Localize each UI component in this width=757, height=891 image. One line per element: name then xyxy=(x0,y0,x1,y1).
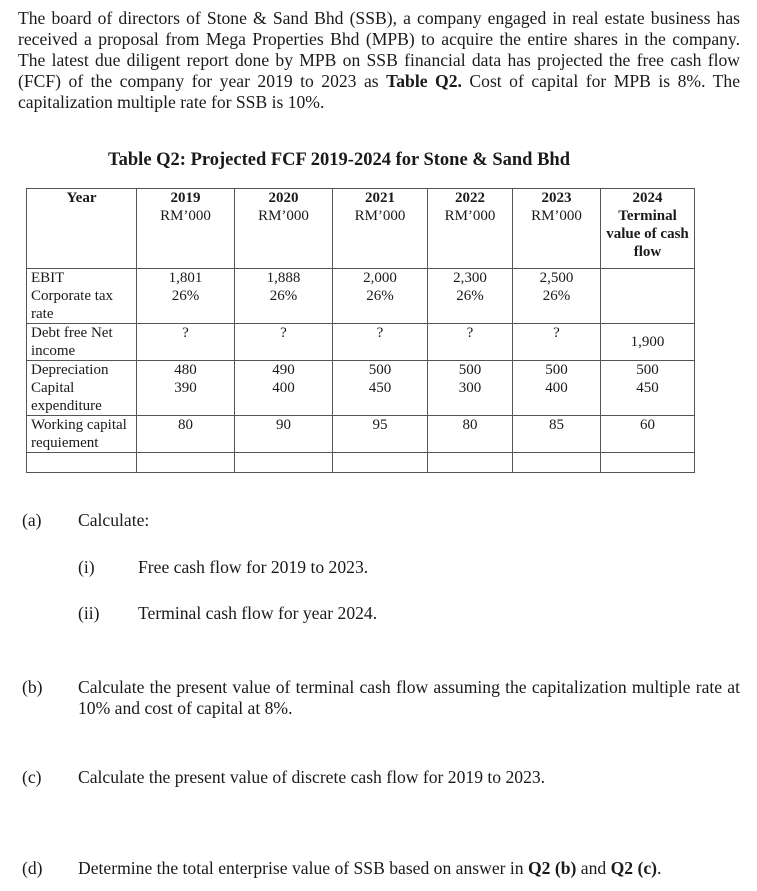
col-2019 xyxy=(137,189,235,269)
cell: ? xyxy=(235,324,333,361)
cell: ? xyxy=(137,324,235,361)
question-a-label: (a) xyxy=(22,510,42,530)
cell: 2,500 26% xyxy=(513,269,601,324)
cell xyxy=(601,269,695,324)
cell: 2,000 26% xyxy=(333,269,428,324)
col-unit: RM’000 xyxy=(531,208,582,224)
cell: 60 xyxy=(601,416,695,453)
question-b-text: Calculate the present value of terminal cash flow assuming the capitalization multiple rate at 10% and cost of capital at 8%. xyxy=(78,677,740,718)
intro-text-1: The board of directors of Stone & Sand Bhd (SSB), a company engaged in real estate business has received a proposal from Mega Properties Bhd (MPB) to acquire the entire shares in the company. The latest due diligent report done by MPB on SSB financial data has projected the free cash flow (FCF) of the company for year 2019 to 2023 as xyxy=(18,8,740,91)
col-unit: RM’000 xyxy=(258,208,309,224)
table-row-working-capital xyxy=(27,416,695,453)
intro-table-ref: Table Q2. xyxy=(386,71,462,91)
row-label: EBIT Corporate tax rate xyxy=(27,269,137,324)
col-2024-terminal: 2024 Terminal value of cash flow xyxy=(601,189,695,269)
cell: 500 450 xyxy=(601,361,695,416)
col-year: 2022 xyxy=(455,190,485,206)
col-2023 xyxy=(513,189,601,269)
cell: 1,801 26% xyxy=(137,269,235,324)
header-row xyxy=(27,189,695,269)
question-d-label: (d) xyxy=(22,858,43,878)
cell: 1,888 26% xyxy=(235,269,333,324)
intro-text-2: Cost of capital for MPB is 8%. The capitalization multiple rate for SSB is 10%. xyxy=(18,71,741,112)
col-unit: RM’000 xyxy=(160,208,211,224)
table-row-net-income xyxy=(27,324,695,361)
question-a-ii-text: Terminal cash flow for year 2024. xyxy=(138,603,378,623)
cell: 500 300 xyxy=(428,361,513,416)
cell: 490 400 xyxy=(235,361,333,416)
col-2021 xyxy=(333,189,428,269)
cell: 95 xyxy=(333,416,428,453)
question-d-text: Determine the total enterprise value of SSB based on answer in Q2 (b) and Q2 (c). xyxy=(78,858,662,878)
col-year: 2021 xyxy=(365,190,395,206)
question-b-label: (b) xyxy=(22,677,43,697)
table-row-blank xyxy=(27,453,695,473)
row-label: Depreciation Capital expenditure xyxy=(27,361,137,416)
question-c-text: Calculate the present value of discrete cash flow for 2019 to 2023. xyxy=(78,767,546,787)
intro-paragraph xyxy=(18,8,740,113)
cell: ? xyxy=(428,324,513,361)
cell: 80 xyxy=(428,416,513,453)
cell: 480 390 xyxy=(137,361,235,416)
year-header: Year xyxy=(27,189,137,269)
col-year: 2019 xyxy=(170,190,201,206)
col-year: 2023 xyxy=(541,190,572,206)
cell: ? xyxy=(513,324,601,361)
col-2022 xyxy=(428,189,513,269)
question-a-ii-label: (ii) xyxy=(78,603,100,623)
cell: 500 400 xyxy=(513,361,601,416)
fcf-table xyxy=(26,188,695,473)
col-2020 xyxy=(235,189,333,269)
cell: 85 xyxy=(513,416,601,453)
row-label: Debt free Net income xyxy=(27,324,137,361)
cell: 500 450 xyxy=(333,361,428,416)
col-unit: RM’000 xyxy=(354,208,406,224)
cell: 90 xyxy=(235,416,333,453)
row-label: Working capital requiement xyxy=(27,416,137,453)
table-row-depreciation-capex xyxy=(27,361,695,416)
cell: 1,900 xyxy=(601,324,695,361)
col-year: 2020 xyxy=(268,190,299,206)
col-unit: RM’000 xyxy=(444,208,496,224)
question-a-i-text: Free cash flow for 2019 to 2023. xyxy=(138,557,369,577)
cell: 2,300 26% xyxy=(428,269,513,324)
table-row-ebit xyxy=(27,269,695,324)
question-c-label: (c) xyxy=(22,767,42,787)
question-a-text: Calculate: xyxy=(78,510,150,530)
cell: 80 xyxy=(137,416,235,453)
question-a-i-label: (i) xyxy=(78,557,95,577)
cell: ? xyxy=(333,324,428,361)
table-title: Table Q2: Projected FCF 2019-2024 for Stone & Sand Bhd xyxy=(108,150,570,170)
